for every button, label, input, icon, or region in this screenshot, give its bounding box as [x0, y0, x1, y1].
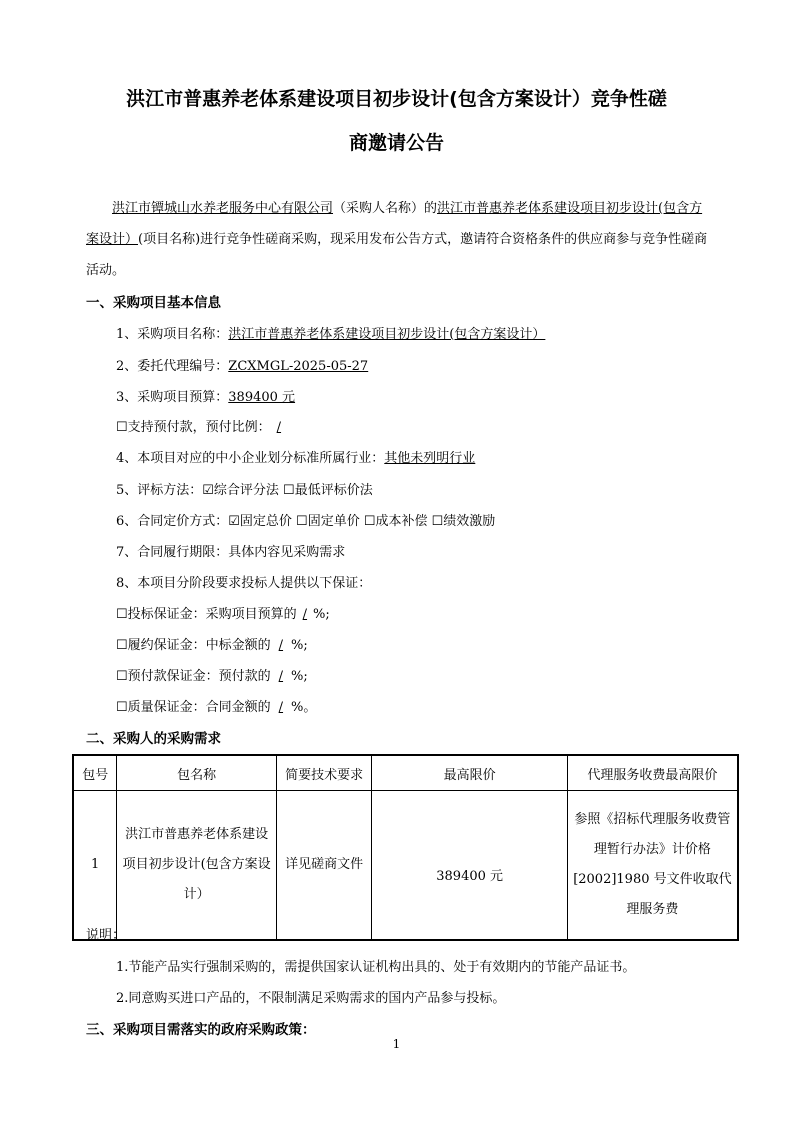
page-number: 1 — [392, 1037, 401, 1051]
cell-agency-fee: 参照《招标代理服务收费管理暂行办法》计价格[2002]1980 号文件收取代理服务费 — [567, 791, 738, 941]
item-evaluation-method: 5、评标方法：☑综合评分法 ☐最低评标价法 — [116, 483, 373, 498]
col-package-no: 包号 — [73, 755, 117, 791]
table-row — [73, 791, 738, 941]
guarantee-label: ☐质量保证金：合同金额的 — [116, 700, 271, 715]
section1-heading: 一、采购项目基本信息 — [86, 295, 221, 311]
cell-max-price: 389400 元 — [372, 791, 567, 941]
item-label: 4、本项目对应的中小企业划分标准所属行业： — [116, 451, 385, 466]
guarantee-value: / — [278, 669, 284, 684]
item-budget — [116, 386, 295, 405]
guarantee-unit: %; — [313, 607, 330, 622]
item-project-name — [116, 323, 545, 342]
guarantee-unit: %。 — [291, 700, 317, 715]
guarantee-label: ☐履约保证金：中标金额的 — [116, 638, 271, 653]
intro-rest: (项目名称)进行竞争性磋商采购，现采用发布公告方式，邀请符合资格条件的供应商参与竞争性磋商活动。 — [86, 232, 708, 278]
col-package-name: 包名称 — [117, 755, 276, 791]
guarantee-value: / — [302, 607, 308, 622]
guarantee-unit: %; — [291, 638, 308, 653]
item-contract-period: 7、合同履行期限：具体内容见采购需求 — [116, 545, 346, 560]
guarantee-unit: %; — [291, 669, 308, 684]
table-header-row — [73, 755, 738, 791]
purchaser-name: 洪江市镡城山水养老服务中心有限公司 — [112, 201, 334, 216]
item-industry — [116, 447, 475, 466]
intro-paragraph — [86, 193, 708, 286]
item-label: 2、委托代理编号： — [116, 359, 229, 374]
item-value: 其他未列明行业 — [384, 451, 476, 466]
requirements-table — [72, 754, 739, 941]
item-guarantees: 8、本项目分阶段要求投标人提供以下保证： — [116, 576, 372, 591]
note-2: 2.同意购买进口产品的，不限制满足采购需求的国内产品参与投标。 — [116, 991, 506, 1006]
note-1: 1.节能产品实行强制采购的，需提供国家认证机构出具的、处于有效期内的节能产品证书。 — [116, 960, 636, 975]
guarantee-label: ☐投标保证金：采购项目预算的 — [116, 607, 297, 622]
cell-package-name: 洪江市普惠养老体系建设项目初步设计(包含方案设计） — [117, 791, 276, 941]
guarantee-value: / — [278, 638, 284, 653]
item-label: 3、采购项目预算： — [116, 390, 229, 405]
guarantee-value: / — [278, 700, 284, 715]
section3-heading: 三、采购项目需落实的政府采购政策： — [86, 1022, 316, 1038]
note-title: 说明： — [86, 928, 126, 943]
col-max-price: 最高限价 — [372, 755, 567, 791]
col-tech-requirements: 简要技术要求 — [276, 755, 372, 791]
item-value: / — [276, 420, 282, 435]
item-value: 389400 元 — [228, 390, 296, 405]
guarantee-label: ☐预付款保证金：预付款的 — [116, 669, 271, 684]
item-agency-number — [116, 355, 368, 374]
item-value: 洪江市普惠养老体系建设项目初步设计(包含方案设计） — [228, 327, 546, 342]
intro-project-name: 洪江市普惠养老体系建设项目初步设计(包含方案设计） — [86, 201, 703, 247]
col-agency-fee: 代理服务收费最高限价 — [567, 755, 738, 791]
cell-package-no: 1 — [73, 791, 117, 941]
guarantee-bid — [116, 603, 330, 622]
purchaser-note: （采购人名称）的 — [333, 201, 438, 216]
item-value: ZCXMGL-2025-05-27 — [228, 359, 369, 374]
item-label: ☐支持预付款，预付比例： — [116, 420, 271, 435]
guarantee-prepayment — [116, 665, 308, 684]
document-title-line2: 商邀请公告 — [348, 132, 444, 154]
guarantee-performance — [116, 634, 308, 653]
guarantee-quality — [116, 696, 316, 715]
item-label: 1、采购项目名称： — [116, 327, 229, 342]
item-pricing-method: 6、合同定价方式：☑固定总价 ☐固定单价 ☐成本补偿 ☐绩效激励 — [116, 514, 496, 529]
section2-heading: 二、采购人的采购需求 — [86, 731, 221, 747]
cell-tech-requirements: 详见磋商文件 — [276, 791, 372, 941]
document-title-line1: 洪江市普惠养老体系建设项目初步设计(包含方案设计）竞争性磋 — [126, 88, 667, 110]
item-prepayment — [116, 416, 287, 435]
